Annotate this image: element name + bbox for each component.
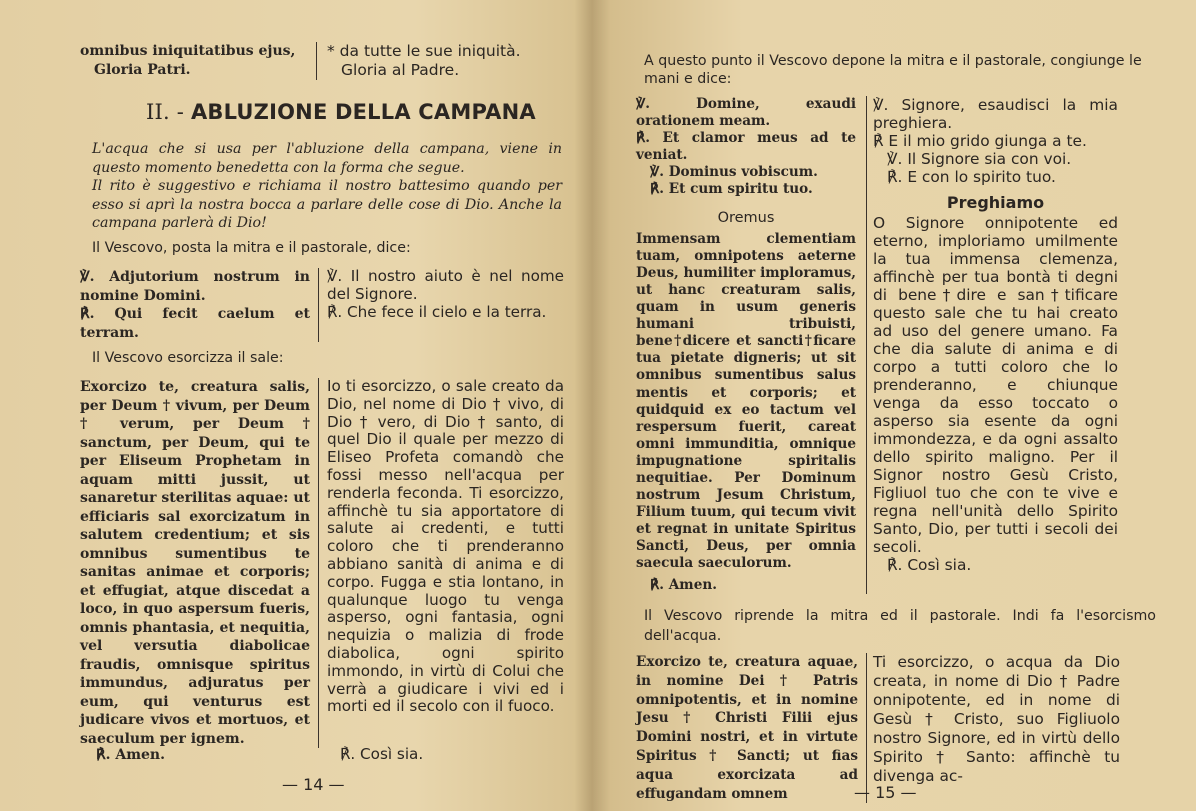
- versicle: ℣. Il nostro aiuto è nel nome del Signore.: [327, 267, 564, 303]
- latin-column: [636, 653, 866, 803]
- italian-prayer: O Signore onnipotente ed eterno, imploriamo umilmente la tua immensa clemenza, affinchè per tua bontà ti degni di bene†dire e san†tificare questo sale che tu hai creato ad uso del genere umano. Fa che dia salute di anima e di corpo a tutti coloro che lo prenderanno, e chiunque venga da esso toccato o asperso sia esente da ogni immondezza, e da ogni assalto dello spirito maligno. Per il Signor nostro Gesù Cristo, Figliuol tuo che con te vive e regna nell'unità dello Spirito Santo, Dio, per tutti i secoli dei secoli.: [873, 214, 1118, 556]
- italian-column: [318, 378, 564, 748]
- prayer-block: [636, 96, 1160, 594]
- italian-line: * da tutte le sue iniquità.: [327, 42, 521, 60]
- latin-column: [80, 378, 318, 748]
- latin-line: omnibus iniquitatibus ejus,: [80, 43, 296, 59]
- preghiamo-label: Preghiamo: [946, 193, 1045, 212]
- response: ℟. Qui fecit caelum et terram.: [80, 306, 310, 341]
- response: ℟. Et cum spiritu tuo.: [650, 181, 813, 198]
- amen-italian: ℟. Così sia.: [887, 556, 972, 574]
- italian-line: Gloria al Padre.: [341, 61, 460, 79]
- italian-exorcism: Io ti esorcizzo, o sale creato da Dio, nel nome di Dio † vivo, di Dio † vero, di Dio † santo, di quel Dio il quale per mezzo di Eliseo Profeta comandò che fossi messo nell'acqua per renderla feconda. Ti esorcizzo, affinchè tu sia apportatore di salute ai credenti, e tutti coloro che ti prenderanno abbiano sanità di anima e di corpo. Fugga e stia lontano, in qualunque luogo tu venga asperso, ogni fantasia, ogni nequizia o malizia di frode diabolica, ogni spirito immondo, in virtù di Colui che verrà a giudicare i vivi ed i morti ed il secolo con il fuoco.: [327, 377, 564, 716]
- response: ℟. E con lo spirito tuo.: [887, 168, 1056, 186]
- response: ℟ E il mio grido giunga a te.: [873, 132, 1087, 150]
- exorcism-salt-block: [80, 378, 564, 748]
- versicle: ℣. Domine, exaudi orationem meam.: [636, 96, 856, 130]
- versicle: ℣. Dominus vobiscum.: [650, 164, 818, 181]
- top-continuation: [80, 42, 560, 80]
- right-page: [592, 0, 1196, 811]
- latin-line: Gloria Patri.: [94, 61, 191, 78]
- section-heading: [146, 100, 536, 124]
- intro-paragraph: Il rito è suggestivo e richiama il nostro battesimo quando per esso si aprì la nostra bocca a parlare delle cose di Dio. Anche la campana parlerà di Dio!: [92, 178, 562, 232]
- versicle: ℣. Signore, esaudisci la mia preghiera.: [873, 96, 1118, 132]
- rubric: Il Vescovo esorcizza il sale:: [92, 350, 284, 366]
- italian-column: [866, 653, 1160, 803]
- page-number: — 15 —: [854, 783, 917, 802]
- response: ℟. Et clamor meus ad te veniat.: [636, 130, 856, 164]
- latin-exorcism: Exorcizo te, creatura aquae, in nomine Dei † Patris omnipotentis, et in nomine Jesu † Christi Filii ejus Domini nostri, et in virtute Spiritus † Sancti; ut fias aqua exorcizata ad effugandam omnem: [636, 654, 858, 802]
- rubric: A questo punto il Vescovo depone la mitra e il pastorale, congiunge le mani e dice:: [644, 53, 1142, 87]
- amen-latin: ℟. Amen.: [650, 576, 717, 593]
- section-title: ABLUZIONE DELLA CAMPANA: [190, 100, 536, 124]
- adjutorium-block: [80, 268, 564, 342]
- latin-exorcism: Exorcizo te, creatura salis, per Deum † vivum, per Deum † verum, per Deum † sanctum, per Deum, qui te per Eliseum Prophetam in aquam mitti jussit, ut sanaretur sterilitas aquae: ut efficiaris sal exorcizatum in salutem credentium; et sis omnibus sumentibus te sanitas animae et corporis; et effugiat, atque discedat a loco, in quo aspersum fueris, omnis phantasia, et nequitia, vel versutia diabolicae fraudis, omnisque spiritus immundus, adjuratus per eum, qui venturus est judicare vivos et mortuos, et saeculum per ignem.: [80, 379, 310, 747]
- italian-column: [318, 268, 564, 342]
- section-number: II. -: [146, 100, 185, 124]
- latin-column: [636, 96, 866, 594]
- italian-column: [866, 96, 1160, 594]
- versicle: ℣. Adjutorium nostrum in nomine Domini.: [80, 269, 310, 304]
- italian-exorcism: Ti esorcizzo, o acqua da Dio creata, in nome di Dio † Padre onnipotente, ed in nome di Gesù † Cristo, suo Figliuolo nostro Signore, ed in virtù dello Spirito † Santo: affinchè tu divenga ac-: [873, 653, 1120, 785]
- left-page: [0, 0, 592, 811]
- oremus-label: Oremus: [717, 209, 775, 226]
- italian-column: [316, 42, 560, 80]
- versicle: ℣. Il Signore sia con voi.: [887, 150, 1072, 168]
- response: ℟. Che fece il cielo e la terra.: [327, 302, 547, 321]
- exorcism-water-block: [636, 653, 1160, 803]
- rubric: Il Vescovo, posta la mitra e il pastorale, dice:: [92, 240, 411, 256]
- intro-text: [92, 140, 562, 233]
- rubric: Il Vescovo riprende la mitra ed il pastorale. Indi fa l'esorcismo dell'acqua.: [644, 608, 1156, 644]
- page-number: — 14 —: [282, 775, 345, 794]
- latin-column: [80, 42, 316, 80]
- amen-latin: ℟. Amen.: [96, 747, 165, 763]
- amen-italian: ℟. Così sia.: [340, 745, 424, 763]
- intro-paragraph: L'acqua che si usa per l'abluzione della campana, viene in questo momento benedetta con la forma che segue.: [92, 141, 562, 176]
- latin-column: [80, 268, 318, 342]
- latin-prayer: Immensam clementiam tuam, omnipotens aeterne Deus, humiliter imploramus, ut hanc creaturam salis, quam in usum generis humani tribuisti, bene†dicere et sancti†ficare tua pietate digneris; ut sit omnibus sumentibus salus mentis et corporis; et quidquid ex eo tactum vel respersum fuerit, careat omni immunditia, omnique impugnatione spiritalis nequitiae. Per Dominum nostrum Jesum Christum, Filium tuum, qui tecum vivit et regnat in unitate Spiritus Sancti, Deus, per omnia saecula saeculorum.: [636, 230, 856, 572]
